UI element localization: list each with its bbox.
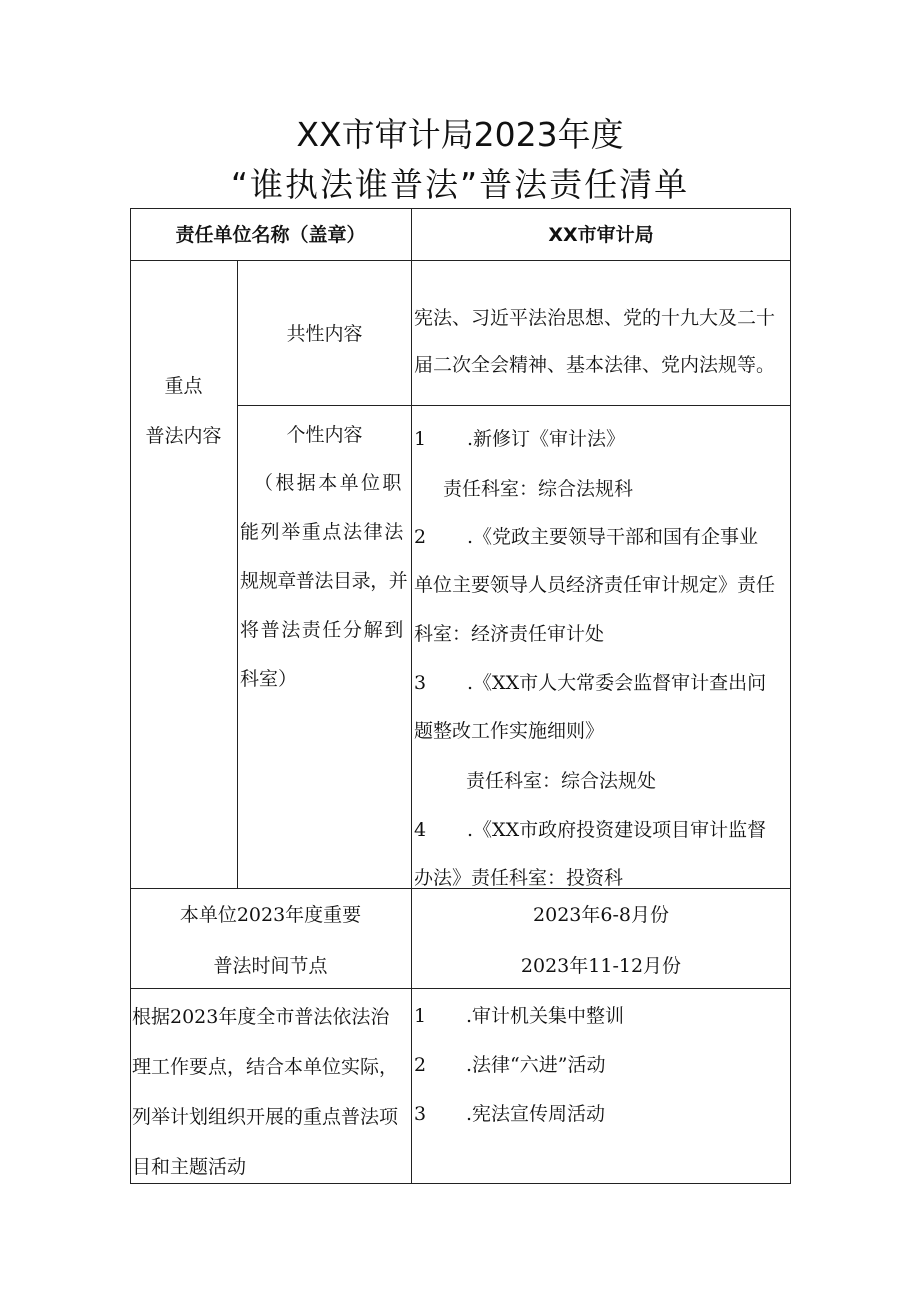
time-nodes-label-line1: 本单位2023年度重要: [179, 904, 362, 926]
activity-text: .审计机关集中整训: [466, 1005, 625, 1027]
specific-content-note-line: 将普法责任分解到: [240, 619, 405, 641]
specific-content-note-line: （根据本单位职: [254, 472, 404, 494]
table-rule-common: [237, 405, 791, 406]
key-content-label-line1: 重点: [164, 375, 203, 397]
specific-content-label: 个性内容: [286, 424, 363, 446]
item-text-line: 单位主要领导人员经济责任审计规定》责任: [414, 574, 776, 596]
table-border-bottom: [130, 1183, 791, 1184]
table-border-top: [130, 208, 791, 209]
activities-label-line: 理工作要点，结合本单位实际，: [132, 1056, 399, 1078]
item-text-line: 责任科室：综合法规处: [466, 770, 657, 792]
activity-number: 2: [414, 1054, 427, 1076]
unit-name-value: XX市审计局: [548, 224, 654, 246]
table-rule-time-nodes: [130, 988, 791, 989]
table-rule-header: [130, 260, 791, 261]
item-number: 1: [414, 428, 427, 450]
specific-content-note-line: 能列举重点法律法: [240, 521, 405, 543]
item-text-line: .《XX市政府投资建设项目审计监督: [467, 819, 767, 841]
common-content-text-line2: 届二次全会精神、基本法律、党内法规等。: [414, 354, 776, 376]
item-text-line: 责任科室：综合法规科: [443, 478, 634, 500]
time-nodes-label-line2: 普法时间节点: [213, 955, 328, 977]
document-title-line2: “谁执法谁普法”普法责任清单: [230, 165, 690, 204]
table-border-left: [130, 208, 131, 1184]
activity-text: .宪法宣传周活动: [466, 1103, 606, 1125]
item-number: 4: [414, 819, 427, 841]
common-content-text-line1: 宪法、习近平法治思想、党的十九大及二十: [414, 307, 776, 329]
unit-name-label: 责任单位名称（盖章）: [175, 224, 366, 246]
specific-content-note-line: 科室）: [240, 668, 298, 690]
activity-number: 3: [414, 1103, 427, 1125]
item-text-line: 办法》责任科室：投资科: [414, 867, 624, 889]
item-text-line: .新修订《审计法》: [467, 428, 626, 450]
time-nodes-value-line2: 2023年11-12月份: [520, 955, 682, 977]
item-text-line: 题整改工作实施细则》: [414, 720, 605, 742]
activity-text: .法律“六进”活动: [466, 1054, 606, 1076]
key-content-label-line2: 普法内容: [145, 425, 222, 447]
table-border-right: [790, 208, 791, 1184]
document-title-line1: XX市审计局2023年度: [296, 115, 624, 154]
specific-content-note-line: 规规章普法目录，并: [240, 570, 408, 592]
activities-label-line: 根据2023年度全市普法依法治: [132, 1006, 390, 1028]
activity-number: 1: [414, 1005, 427, 1027]
item-number: 2: [414, 526, 427, 548]
item-text-line: .《党政主要领导干部和国有企事业: [467, 526, 759, 548]
table-divider-middle: [411, 208, 412, 1184]
activities-label-line: 列举计划组织开展的重点普法项: [132, 1106, 399, 1128]
item-number: 3: [414, 672, 427, 694]
common-content-label: 共性内容: [286, 323, 363, 345]
item-text-line: .《XX市人大常委会监督审计查出问: [467, 672, 767, 694]
activities-label-line: 目和主题活动: [132, 1156, 247, 1178]
table-divider-sub: [237, 260, 238, 888]
time-nodes-value-line1: 2023年6-8月份: [533, 904, 669, 926]
item-text-line: 科室：经济责任审计处: [414, 623, 605, 645]
